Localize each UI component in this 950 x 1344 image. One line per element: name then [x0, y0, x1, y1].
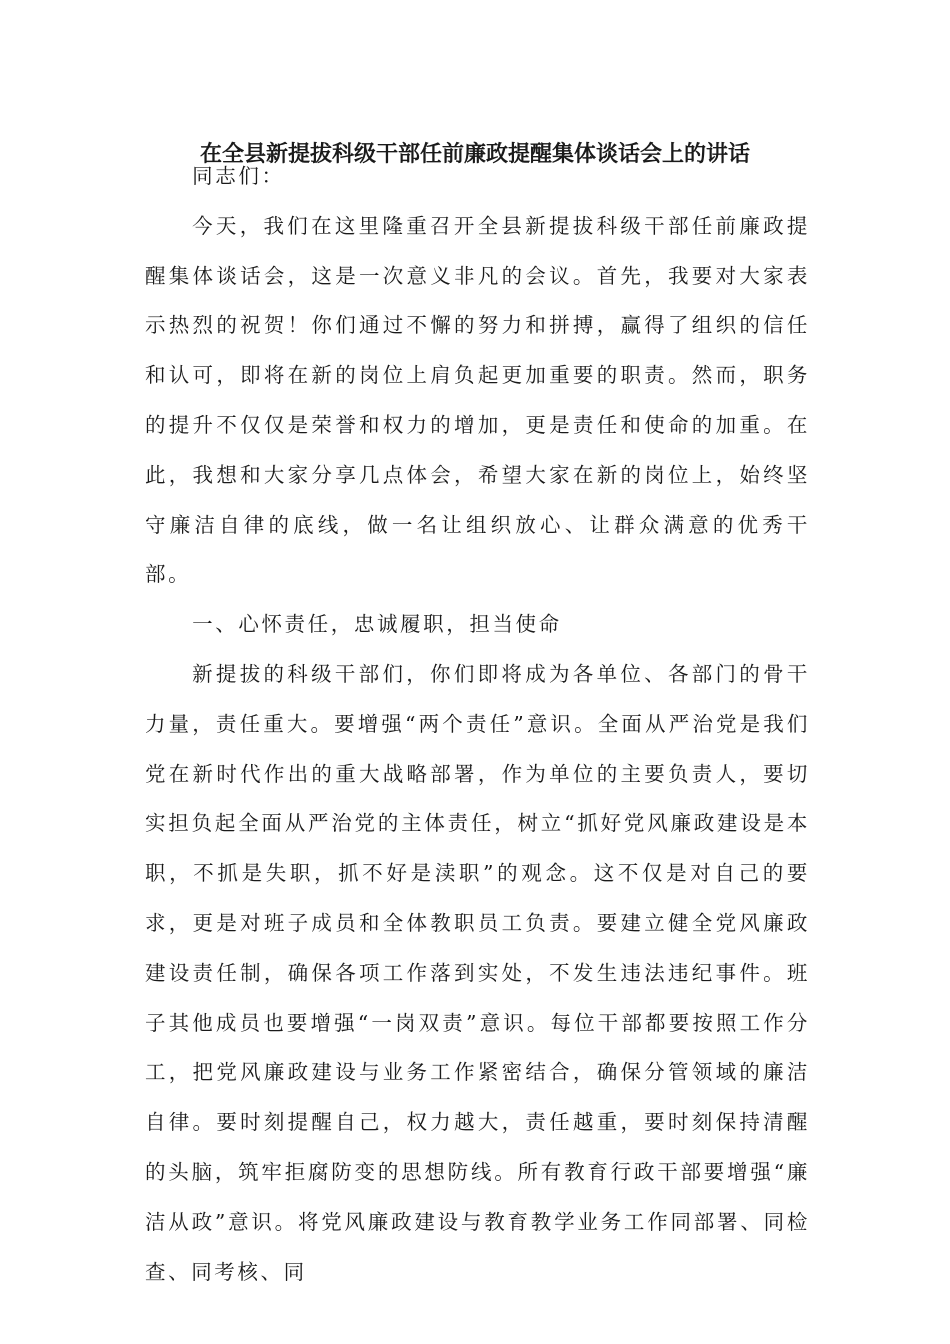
opening-paragraph: 今天，我们在这里隆重召开全县新提拔科级干部任前廉政提醒集体谈话会，这是一次意义非凡的会议。首先，我要对大家表示热烈的祝贺！你们通过不懈的努力和拼搏，赢得了组织的信任和认可，即将在新的岗位上肩负起更加重要的职责。然而，职务的提升不仅仅是荣誉和权力的增加，更是责任和使命的加重。在此，我想和大家分享几点体会，希望大家在新的岗位上，始终坚守廉洁自律的底线，做一名让组织放心、让群众满意的优秀干部。 [145, 213, 810, 587]
section-heading: 一、心怀责任，忠诚履职，担当使命 [192, 612, 562, 637]
document-title: 在全县新提拔科级干部任前廉政提醒集体谈话会上的讲话 [199, 141, 750, 167]
document-body [145, 152, 810, 1297]
salutation-paragraph: 同志们： [192, 164, 285, 188]
body-paragraph: 新提拔的科级干部们，你们即将成为各单位、各部门的骨干力量，责任重大。要增强“两个责任”意识。全面从严治党是我们党在新时代作出的重大战略部署，作为单位的主要负责人，要切实担负起全面从严治党的主体责任，树立“抓好党风廉政建设是本职，不抓是失职，抓不好是渎职”的观念。这不仅是对自己的要求，更是对班子成员和全体教职员工负责。要建立健全党风廉政建设责任制，确保各项工作落到实处，不发生违法违纪事件。班子其他成员也要增强“一岗双责”意识。每位干部都要按照工作分工，把党风廉政建设与业务工作紧密结合，确保分管领域的廉洁自律。要时刻提醒自己，权力越大，责任越重，要时刻保持清醒的头脑，筑牢拒腐防变的思想防线。所有教育行政干部要增强“廉洁从政”意识。将党风廉政建设与教育教学业务工作同部署、同检查、同考核、同 [145, 661, 810, 1284]
